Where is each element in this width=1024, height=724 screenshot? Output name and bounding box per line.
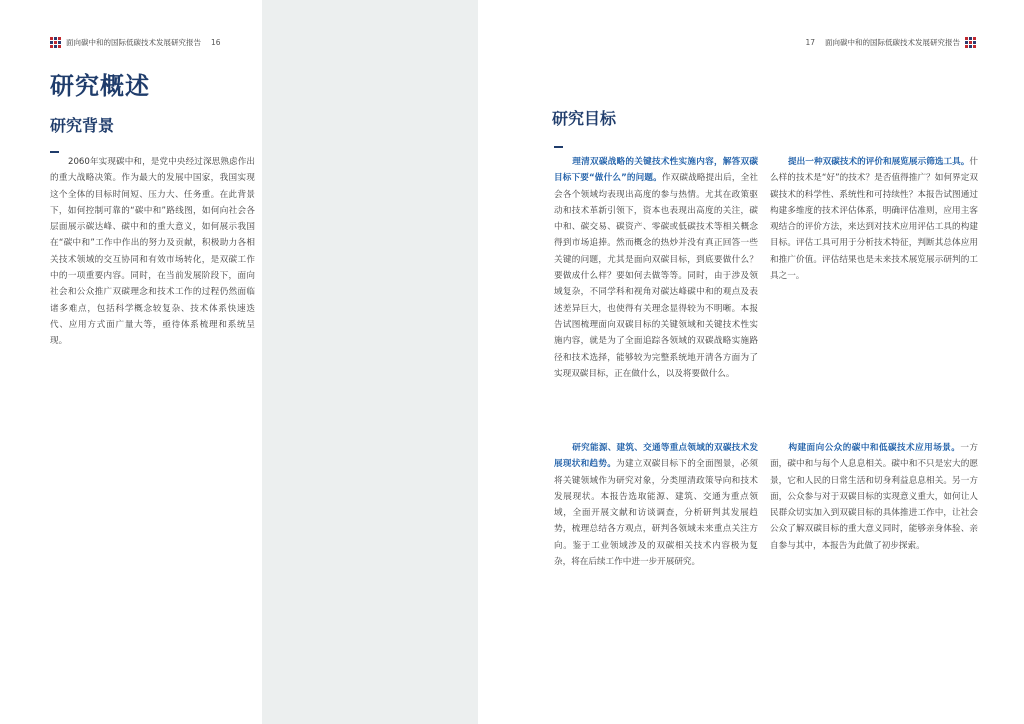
section-divider (50, 151, 59, 153)
page-number-left: 16 (211, 38, 221, 47)
section-title-background: 研究背景 (50, 116, 115, 135)
section-divider (554, 146, 563, 148)
objective-block-4 (770, 440, 978, 554)
objective-4-lead: 构建面向公众的碳中和低碳技术应用场景。 (788, 443, 961, 453)
objective-2-lead: 提出一种双碳技术的评价和展览展示筛选工具。 (788, 157, 970, 167)
right-running-header (805, 37, 976, 48)
objective-4-body: 一方面，碳中和与每个人息息相关。碳中和不只是宏大的愿景，它和人民的日常生活和切身利益息息相关。另一方面，公众参与对于双碳目标的实现意义重大，如何让人民群众切实加入到双碳目标的具体推进工作中，让社会公众了解双碳目标的重大意义同时，能够亲身体验、亲自参与其中，本报告为此做了初步探索。 (770, 443, 978, 551)
objective-3-lead: 研究能源、建筑、交通等重点领域的双碳技术发展现状和趋势。 (554, 443, 758, 470)
report-logo-icon (50, 37, 61, 48)
objective-block-2 (770, 154, 978, 284)
background-paragraph (50, 154, 255, 350)
report-logo-icon (965, 37, 976, 48)
objective-3-body: 为建立双碳目标下的全面图景，必须将关键领域作为研究对象，分类厘清政策导向和技术发展现状。本报告选取能源、建筑、交通为重点领域，全面开展文献和访谈调查，分析研判其发展趋势，梳理总结各方观点，研判各领域未来重点关注方向。鉴于工业领域涉及的双碳相关技术内容极为复杂，将在后续工作中进一步开展研究。 (554, 459, 758, 568)
chapter-title: 研究概述 (50, 72, 150, 100)
left-page (0, 0, 262, 724)
objective-1-body: 作双碳战略提出后，全社会各个领域均表现出高度的参与热情。尤其在政策驱动和技术革新引领下，资本也表现出高度的关注，碳中和、碳交易、碳资产、零碳或低碳技术等相关概念得到市场追捧。然而概念的热炒并没有真正回答一些关键的问题，尤其是面向双碳目标，到底要做什么？要做成什么样？要如何去做等等。同时，由于涉及领域复杂，不同学科和视角对碳达峰碳中和的观点及表述差异巨大，也使得有关理念显得较为不明晰。本报告试图梳理面向双碳目标的关键领域和关键技术性实施内容，就是为了全面追踪各领域的双碳战略实施路径和技术选择，能够较为完整系统地开清各方面为了实现双碳目标，正在做什么，以及将要做什么。 (554, 173, 758, 379)
background-text: 2060年实现碳中和，是党中央经过深思熟虑作出的重大战略决策。作为最大的发展中国家，我国实现这个全体的目标时间短、压力大、任务重。在此背景下，如何控制可靠的“碳中和”路线图，如何向社会各层面展示碳达峰、碳中和的重大意义，如何展示我国在“碳中和”工作中作出的努力及贡献，积极助力各相关技术领域的交互协同和有效市场转化，是双碳工作中的一项重要内容。同时，在当前发展阶段下，面向社会和公众推广双碳理念和技术工作的过程仍然面临诸多难点，包括科学概念较复杂、技术体系快速迭代、应用方式面广量大等，亟待体系梳理和系统呈现。 (50, 157, 255, 347)
page-gutter (262, 0, 478, 724)
header-title: 面向碳中和的国际低碳技术发展研究报告 (66, 38, 201, 47)
right-page (478, 0, 1024, 724)
left-running-header (50, 37, 221, 48)
objective-1-lead: 理清双碳战略的关键技术性实施内容，解答双碳目标下要“做什么”的问题。 (554, 157, 758, 184)
section-title-objectives: 研究目标 (552, 109, 617, 128)
objective-block-1 (554, 154, 758, 382)
header-title: 面向碳中和的国际低碳技术发展研究报告 (825, 38, 960, 47)
page-number-right: 17 (805, 38, 815, 47)
objective-2-body: 什么样的技术是“好”的技术？是否值得推广？如何界定双碳技术的科学性、系统性和可持续性？本报告试图通过构建多维度的技术评估体系，明确评估准则，应用主客观结合的评价方法，来达到对技术应用评估工具的构建目标。评估工具可用于分析技术特征，判断其总体应用和推广价值。评估结果也是未来技术展览展示研判的工具之一。 (770, 157, 978, 282)
objective-block-3 (554, 440, 758, 570)
